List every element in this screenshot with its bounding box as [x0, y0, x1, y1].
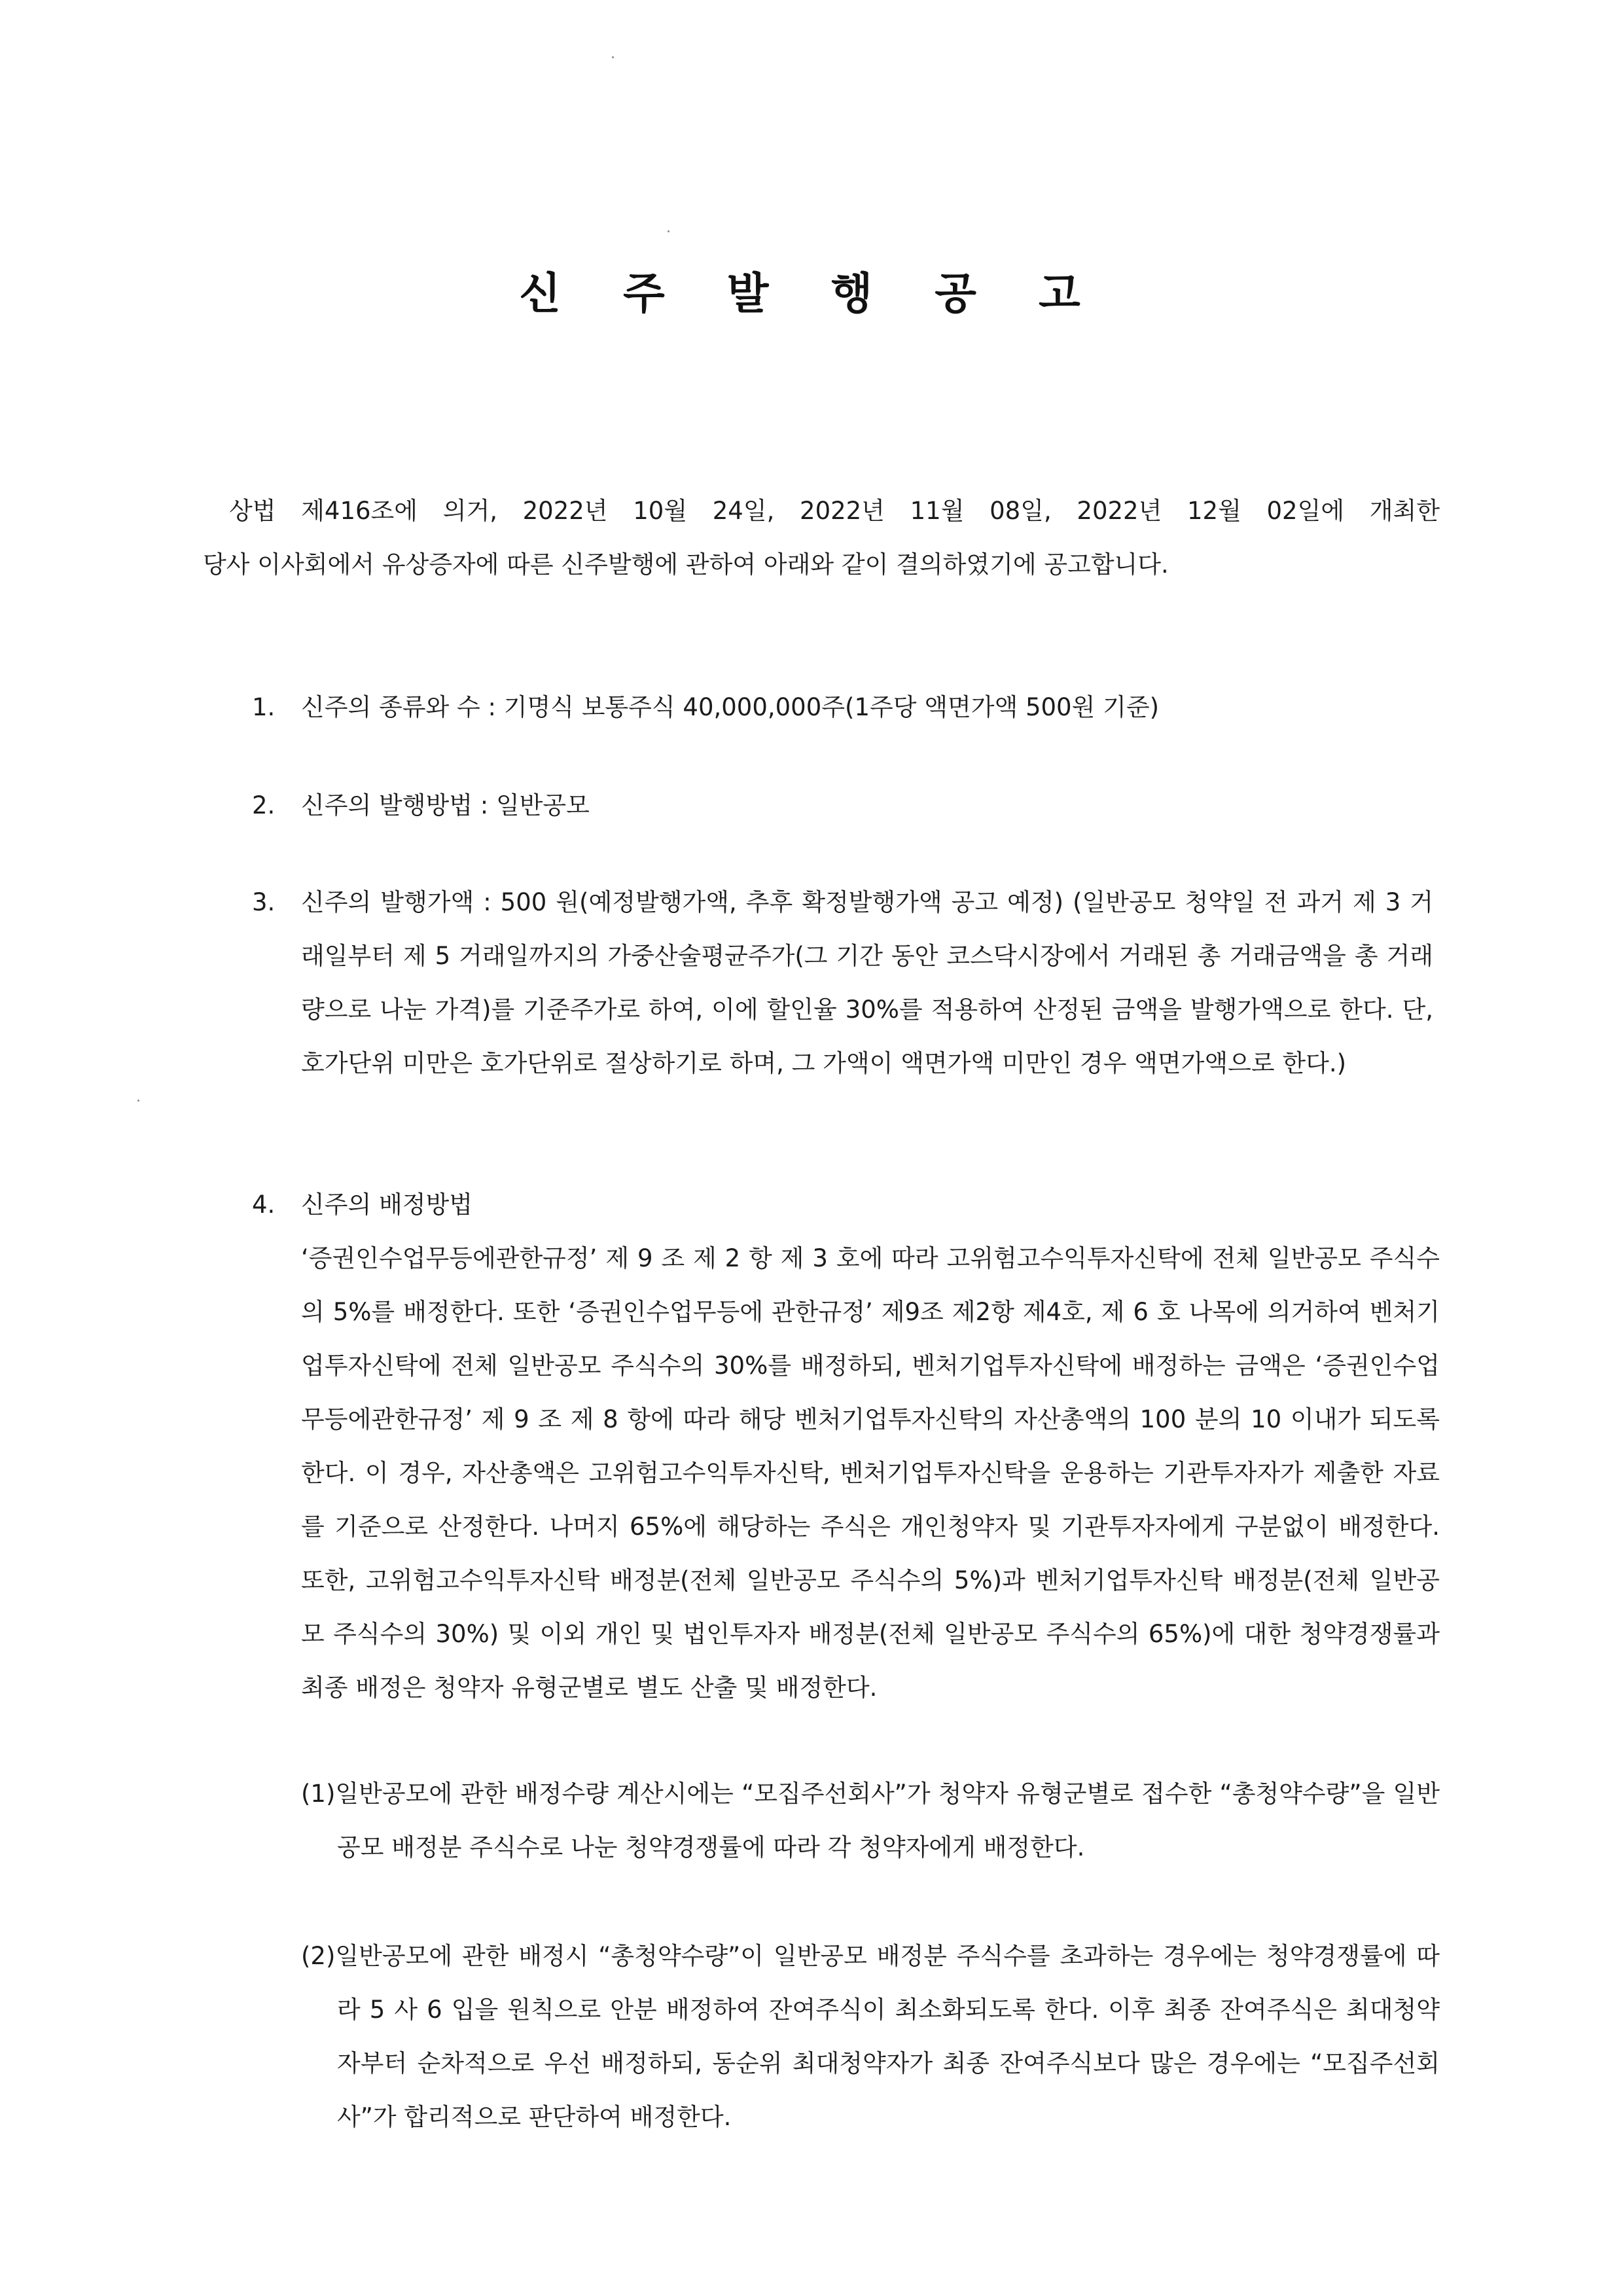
allocation-paragraph: ‘증권인수업무등에관한규정’ 제 9 조 제 2 항 제 3 호에 따라 고위험고수익투자신탁에 전체 일반공모 주식수의 5%를 배정한다. 또한 ‘증권인수업무등에 관한규정’ 제9조 제2항 제4호, 제 6 호 나목에 의거하여 벤처기업투자신탁에 전체 일반공모 주식수의 30%를 배정하되, 벤처기업투자신탁에 배정하는 금액은 ‘증권인수업무등에관한규정’ 제 9 조 제 8 항에 따라 해당 벤처기업투자신탁의 자산총액의 100 분의 10 이내가 되도록 한다. 이 경우, 자산총액은 고위험고수익투자신탁, 벤처기업투자신탁을 운용하는 기관투자자가 제출한 자료를 기준으로 산정한다. 나머지 65%에 해당하는 주식은 개인청약자 및 기관투자자에게 구분없이 배정한다. 또한, 고위험고수익투자신탁 배정분(전체 일반공모 주식수의 5%)과 벤처기업투자신탁 배정분(전체 일반공모 주식수의 30%) 및 이외 개인 및 법인투자자 배정분(전체 일반공모 주식수의 65%)에 대한 청약경쟁률과 최종 배정은 청약자 유형군별로 별도 산출 및 배정한다.	[301, 1244, 1440, 1702]
intro-line-1: 상법 제416조에 의거, 2022년 10월 24일, 2022년 11월 08일, 2022년 12월 02일에 개최한	[229, 497, 1440, 525]
document-title: 신 주 발 행 공 고	[519, 268, 1104, 319]
intro-paragraph	[203, 484, 1440, 592]
intro-line-2: 당사 이사회에서 유상증자에 따른 신주발행에 관하여 아래와 같이 결의하였기에 공고합니다.	[203, 550, 1169, 579]
scan-speck	[612, 56, 614, 58]
subitem-body: 일반공모에 관한 배정시 “총청약수량”이 일반공모 배정분 주식수를 초과하는 경우에는 청약경쟁률에 따라 5 사 6 입을 원칙으로 안분 배정하여 잔여주식이 최소화되도록 한다. 이후 최종 잔여주식은 최대청약자부터 순차적으로 우선 배정하되, 동순위 최대청약자가 최종 잔여주식보다 많은 경우에는 “모집주선회사”가 합리적으로 판단하여 배정한다.	[335, 1942, 1440, 2131]
subitem-label: (1)	[301, 1780, 336, 1808]
subitem-label: (2)	[301, 1942, 336, 1970]
item-number: 2.	[252, 791, 276, 819]
item-text: 신주의 종류와 수 : 기명식 보통주식 40,000,000주(1주당 액면가액 500원 기준)	[301, 693, 1160, 721]
subitem-body: 일반공모에 관한 배정수량 계산시에는 “모집주선회사”가 청약자 유형군별로 접수한 “총청약수량”을 일반공모 배정분 주식수로 나눈 청약경쟁률에 따라 각 청약자에게 배정한다.	[335, 1780, 1440, 1861]
allocation-body	[301, 1232, 1440, 1715]
item-text: 신주의 발행방법 : 일반공모	[301, 791, 590, 819]
scan-speck	[137, 1100, 139, 1102]
item-heading: 신주의 배정방법	[301, 1191, 473, 1219]
item-text: 신주의 발행가액 : 500 원(예정발행가액, 추후 확정발행가액 공고 예정) (일반공모 청약일 전 과거 제 3 거래일부터 제 5 거래일까지의 가중산술평균주가(그 기간 동안 코스닥시장에서 거래된 총 거래금액을 총 거래량으로 나눈 가격)를 기준주가로 하여, 이에 할인율 30%를 적용하여 산정된 금액을 발행가액으로 한다. 단, 호가단위 미만은 호가단위로 절상하기로 하며, 그 가액이 액면가액 미만인 경우 액면가액으로 한다.)	[301, 888, 1433, 1077]
subitem-2	[301, 1929, 1440, 2144]
item-number: 4.	[252, 1191, 276, 1219]
item-number: 1.	[252, 693, 276, 721]
subitem-1	[301, 1767, 1440, 1874]
subitem-text	[301, 1767, 1440, 1874]
subitem-text	[301, 1929, 1440, 2144]
scan-speck	[668, 230, 669, 232]
item-number: 3.	[252, 888, 276, 916]
